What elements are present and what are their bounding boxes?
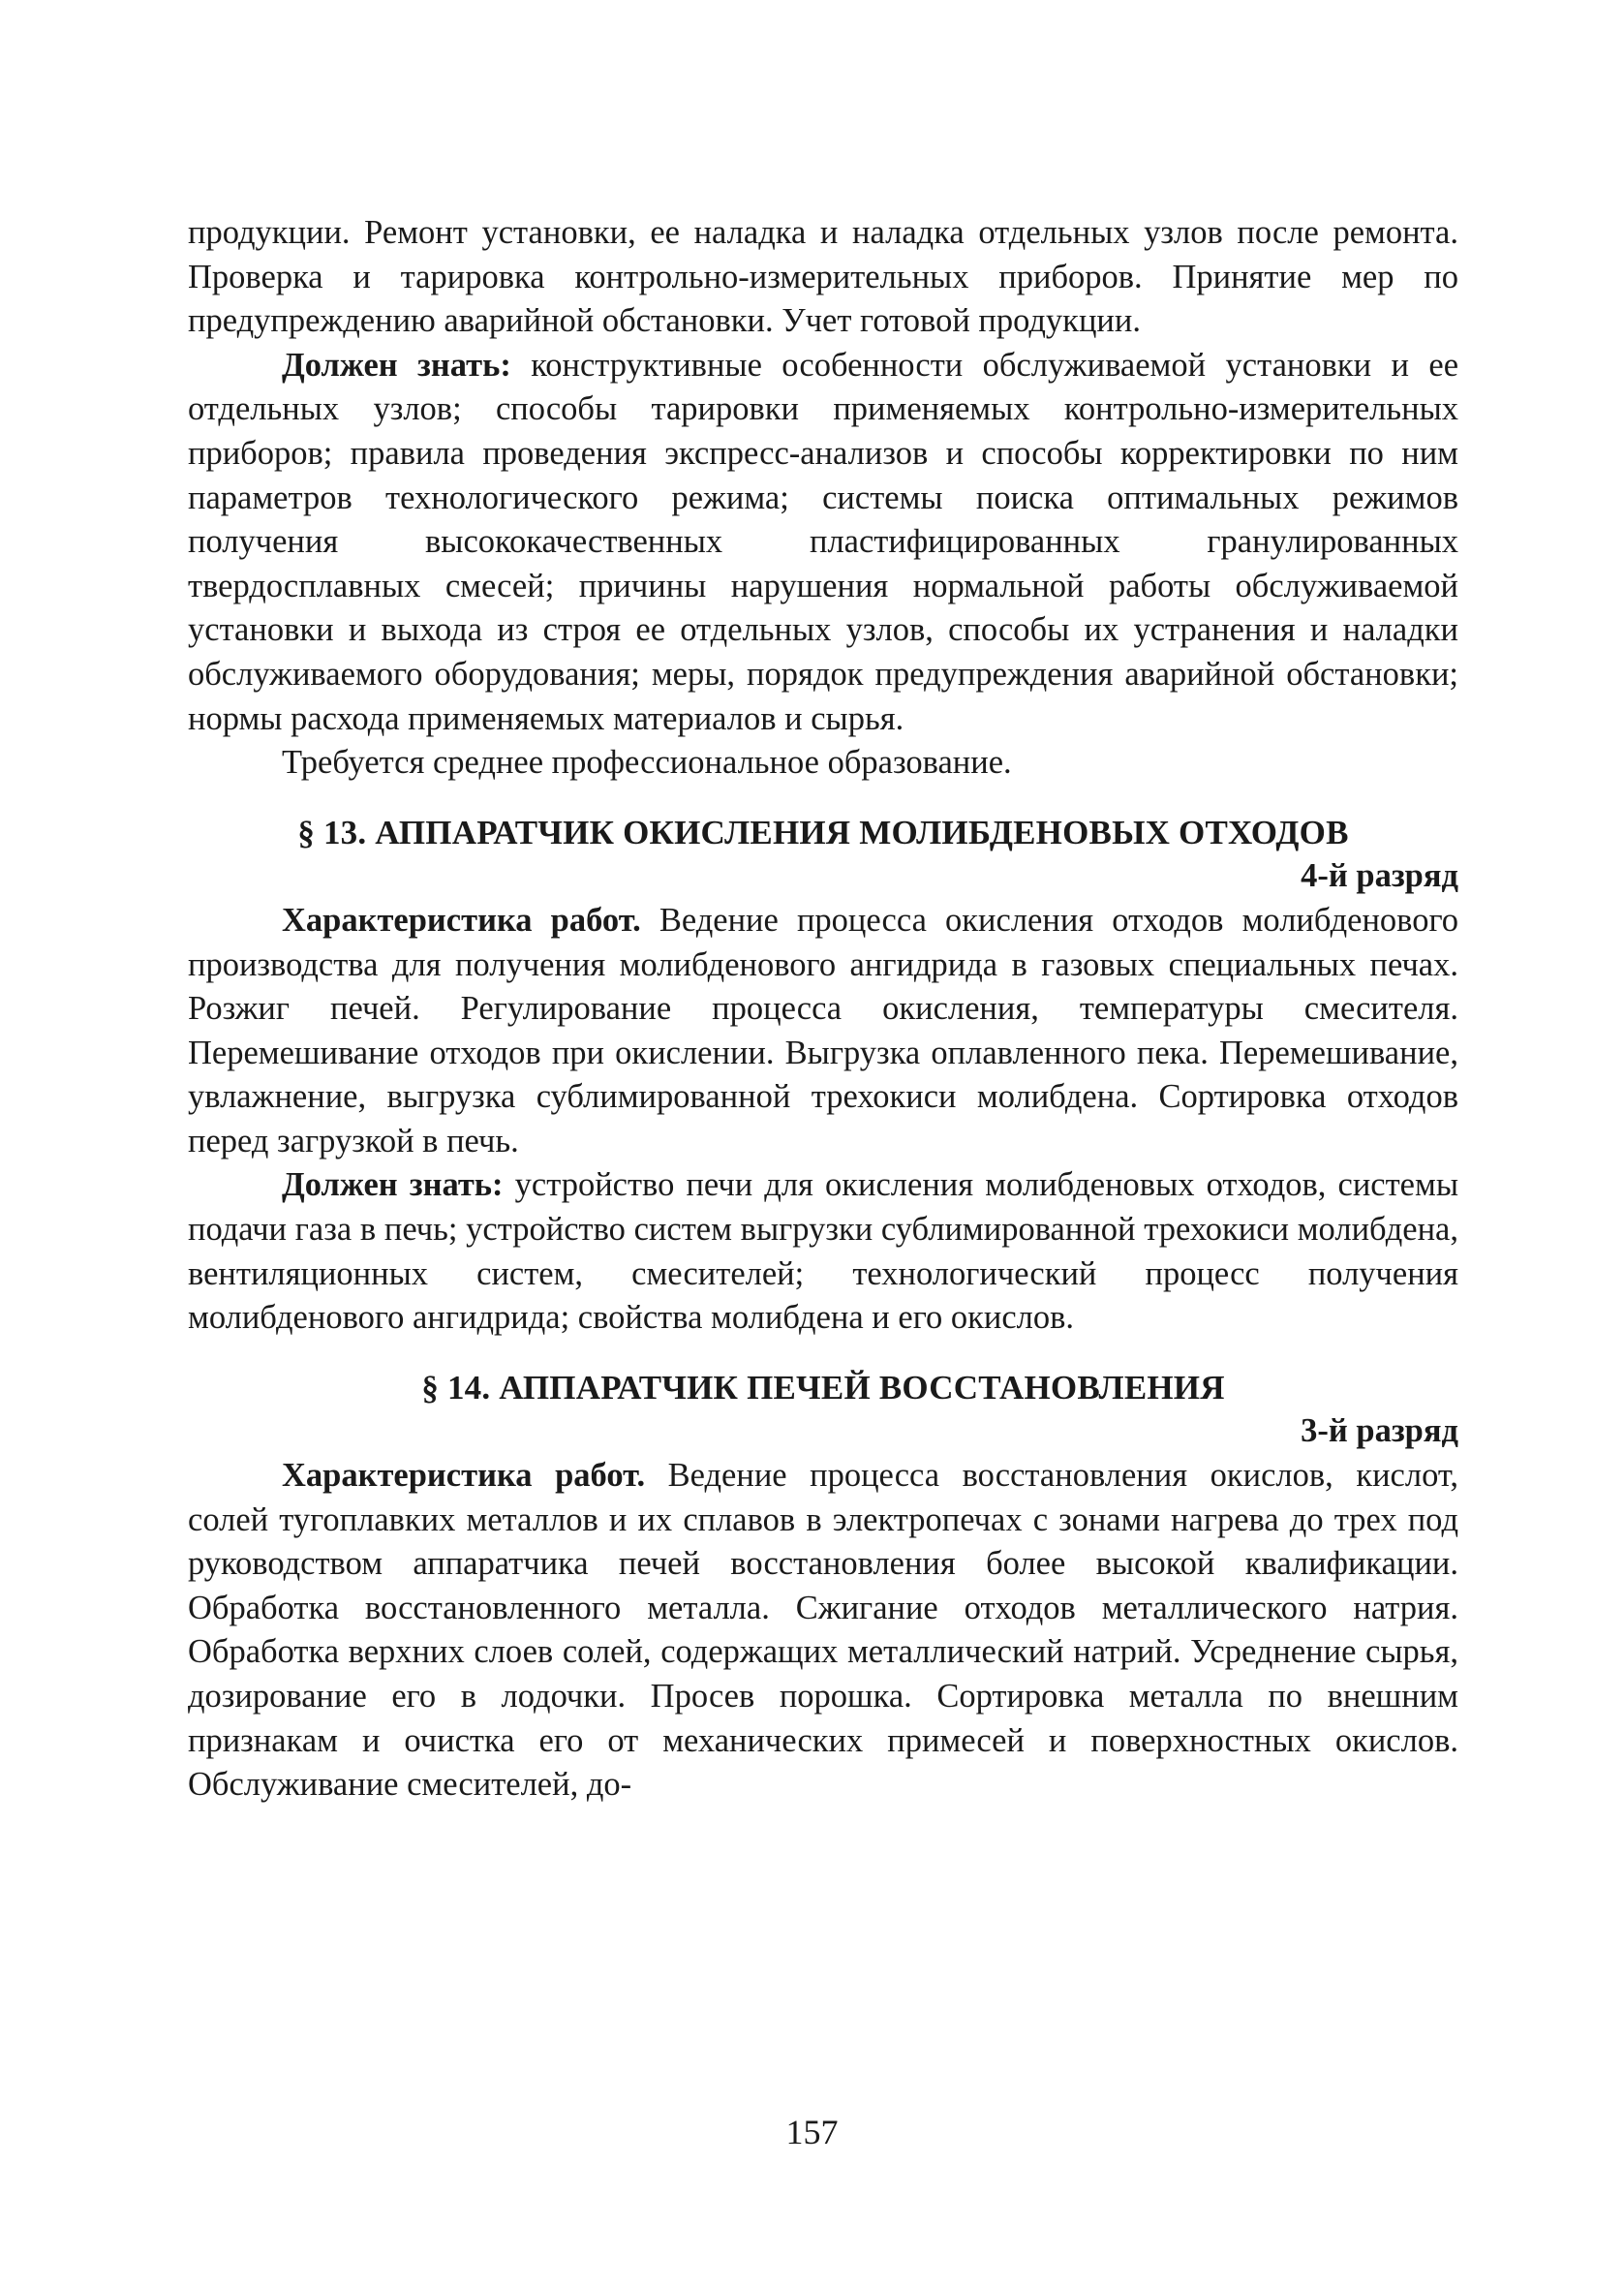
continuation-paragraph: продукции. Ремонт установки, ее наладка и наладка отдельных узлов после ремонта. Проверка и тарировка контрольно-измерительных приборов. Принятие мер по предупреждению аварийной обстановки. Учет готовой продукции. [188,214,1458,340]
characteristics-text: Ведение процесса окисления отходов молибденового производства для получения молибденового ангидрида в газовых специальных печах. Розжиг печей. Регулирование процесса окисления, температуры смесителя. Перемешивание отходов при окислении. Выгрузка оплавленного пека. Перемешивание, увлажнение, выгрузка сублимированной трехокиси молибдена. Сортировка отходов перед загрузкой в печь. [188,901,1459,1159]
section-14-heading: § 14. АППАРАТЧИК ПЕЧЕЙ ВОССТАНОВЛЕНИЯ [421,1368,1225,1407]
characteristics-label: Характеристика работ. [282,901,641,939]
section-14-grade: 3-й разряд [1301,1412,1458,1450]
section-13-heading: § 13. АППАРАТЧИК ОКИСЛЕНИЯ МОЛИБДЕНОВЫХ ОТХОДОВ [297,813,1349,851]
page-body [188,211,1458,1808]
section-13-grade: 4-й разряд [1301,857,1458,895]
characteristics-text: Ведение процесса восстановления окислов, кислот, солей тугоплавких металлов и их сплавов в электропечах с зонами нагрева до трех под руководством аппаратчика печей восстановления более высокой квалификации. Обработка восстановленного металла. Сжигание отходов металлического натрия. Обработка верхних слоев солей, содержащих металлический натрий. Усреднение сырья, дозирование его в лодочки. Просев порошка. Сортировка металла по внешним признакам и очистка его от механических примесей и поверхностных окислов. Обслуживание смесителей, до- [188,1457,1458,1804]
section-13-must-know [188,1163,1458,1340]
characteristics-label: Характеристика работ. [282,1457,646,1495]
must-know-label: Должен знать: [282,346,511,384]
section-14-characteristics [188,1454,1458,1808]
section-13-characteristics [188,899,1458,1164]
must-know-label: Должен знать: [282,1166,504,1204]
must-know-text: конструктивные особенности обслуживаемой установки и ее отдельных узлов; способы тарировки применяемых контрольно-измерительных приборов; правила проведения экспресс-анализов и способы корректировки по ним параметров технологического режима; системы поиска оптимальных режимов получения высококачественных пластифицированных гранулированных твердосплавных смесей; причины нарушения нормальной работы обслуживаемой установки и выхода из строя ее отдельных узлов, способы их устранения и наладки обслуживаемого оборудования; меры, порядок предупреждения аварийной обстановки; нормы расхода применяемых материалов и сырья. [188,346,1459,737]
education-paragraph: Требуется среднее профессиональное образование. [282,744,1012,782]
page-number: 157 [785,2113,839,2151]
must-know-text: устройство печи для окисления молибденовых отходов, системы подачи газа в печь; устройство систем выгрузки сублимированной трехокиси молибдена, вентиляционных систем, смесителей; технологический процесс получения молибденового ангидрида; свойства молибдена и его окислов. [188,1166,1458,1337]
must-know-paragraph [188,344,1458,741]
